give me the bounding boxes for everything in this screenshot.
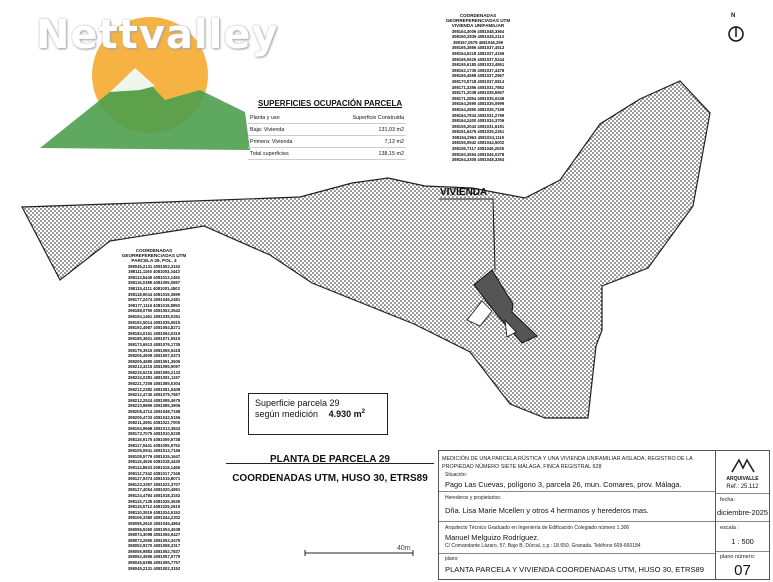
drawing-subtitle-row [226, 468, 434, 486]
coords-row: 398221,7206 4081085,0304 [127, 381, 181, 387]
coords-header-line: VIVIENDA UNIFAMILIAR [451, 23, 505, 29]
coords-row: 398151,6476 4081035,2261 [451, 129, 505, 135]
coords-row: 398164,7834 4081031,2799 [451, 112, 505, 118]
coords-row: 398215,5215 4081095,2133 [127, 369, 181, 375]
coords-row: 398157,0579 4081046,299 [452, 39, 504, 45]
row-value: 7,12 m2 [320, 136, 406, 148]
tb-escala-label: escala : [720, 525, 739, 531]
coords-row: 398115,4526 4081018,4430 [127, 459, 181, 465]
tb-logo: ARQUIVALLE [726, 476, 759, 482]
superficies-title: SUPERFICIES OCUPACIÓN PARCELA [258, 99, 403, 108]
coords-row: 398116,0389 4081005,0697 [127, 280, 181, 286]
tb-arquitecto-label: Arquitecto Técnico Graduado en Ingeniería de Edificación Colegiado número 1.306 [445, 525, 630, 531]
divider [716, 551, 769, 552]
coords-row: 398205,4909 4081057,0473 [127, 353, 181, 359]
tb-direccion: C/ Comandante Lázaro, 57, Bajo B, Dúrcal, c.p.: 18.650, Granada. Teléfono 609-660184 [445, 543, 641, 549]
coords-row: 398155,7117 4081046,2025 [451, 146, 505, 152]
coords-row: 398105,0941 4081013,7166 [127, 448, 181, 454]
vivienda-label: VIVIENDA [440, 187, 488, 198]
coords-row: 398160,2939 4081045,2113 [451, 34, 505, 40]
coords-row: 398124,4784 4081018,3152 [127, 492, 181, 498]
surface-box [248, 393, 388, 435]
coords-row: 398173,6513 4081076,1735 [127, 341, 181, 347]
coords-row: 398171,2038 4081035,5567 [451, 90, 505, 96]
coords-row: 398110,3519 4081024,5153 [127, 509, 181, 515]
tb-herederos: Dña. Lisa Marie Mcellen y otros 4 hermanos y herederos mas. [445, 506, 649, 515]
coords-header-line: GEORREFERENCIADAS UTM [121, 253, 187, 259]
coords-row: 398165,3856 4081037,4513 [451, 45, 505, 51]
coords-row: 398106,3380 4081044,2302 [127, 515, 181, 521]
coords-row: 398116,9175 4081009,5738 [127, 437, 181, 443]
coords-row: 398095,2610 4081045,4864 [127, 520, 181, 526]
tb-fecha: diciembre-2025 [717, 508, 768, 517]
coords-row: 398184,0161 4081064,0319 [127, 330, 181, 336]
tb-situacion-label: Situación: [445, 472, 467, 478]
title-block-side [716, 451, 769, 579]
coords-header-line: COORDENADAS [459, 13, 497, 18]
coords-row: 398160,3694 4081046,0378 [451, 151, 505, 157]
tb-plano-numero-label: plano número: [720, 554, 756, 560]
divider [439, 553, 715, 554]
tb-situacion: Pago Las Cuevas, polígono 3, parcela 26, mun. Comares, prov. Málaga. [445, 480, 682, 489]
coords-row: 398194,9668 4081013,3843 [127, 425, 181, 431]
coords-row: 398205,4733 4081042,5156 [127, 414, 181, 420]
tb-description: MEDICIÓN DE UNA PARCELA RÚSTICA Y UNA VIVIENDA UNIFAMILIAR AISLADA, REGISTRO DE LA PROPIEDAD NÚMERO SIETE MÁLAGA, FINCA REGISTRAL 628 [442, 456, 693, 470]
coords-row: 398224,0281 4081081,1197 [127, 375, 181, 381]
coords-row: 398155,2043 4081031,6191 [451, 123, 505, 129]
tb-herederos-label: Herederos y propietarios: [445, 495, 502, 501]
coords-row: 398164,6218 4081037,4156 [451, 50, 505, 56]
drawing-title-row [226, 449, 434, 464]
coords-row: 398045,2131 4081002,3152 [127, 565, 181, 571]
drawing-subtitle: COORDENADAS UTM, HUSO 30, ETRS89 [232, 473, 428, 484]
coords-row: 398052,4595 4081057,0779 [127, 554, 181, 560]
tb-escala: 1 : 500 [731, 537, 754, 546]
tb-plano-label: plano: [445, 556, 459, 562]
coords-row: 398165,6180 4081033,4951 [451, 62, 505, 68]
coords-row: 398074,3098 4081055,9427 [127, 532, 181, 538]
drawing-title: PLANTA DE PARCELA 29 [269, 454, 390, 465]
coords-row: 398165,4599 4081037,2967 [451, 73, 505, 79]
coords-row: 398111,1160 4081003,3443 [128, 269, 180, 275]
coords-row: 398164,2850 4081035,7159 [451, 106, 505, 112]
surface-value: 4.930 m [328, 409, 362, 419]
north-arrow-icon [729, 27, 743, 41]
coords-row: 398175,3515 4081065,5418 [127, 347, 181, 353]
coords-row: 398164,2400 4081034,3706 [451, 118, 505, 124]
coords-row: 398055,9883 4081052,7837 [127, 548, 181, 554]
title-block-main [439, 451, 716, 579]
coords-row: 398211,3591 4081022,7005 [127, 420, 181, 426]
surface-unit-sup: 2 [361, 409, 365, 415]
coords-row: 398192,4987 4081054,8271 [127, 325, 181, 331]
coords-row: 398164,3305 4081048,3364 [451, 157, 505, 163]
coords-row: 398173,7075 4081010,5239 [127, 431, 181, 437]
coords-row: 398205,4680 4081061,3605 [127, 358, 181, 364]
coords-row: 398213,3215 4081095,9097 [127, 364, 181, 370]
coords-row: 398108,5779 4081015,1647 [127, 453, 181, 459]
tb-plano: PLANTA PARCELA Y VIVIENDA COORDENADAS UTM, HUSO 30, ETRS89 [445, 565, 704, 574]
coords-row: 398185,3601 4081071,5515 [127, 336, 181, 342]
logo-text: Nettvalley [36, 12, 279, 58]
coords-header-line: GEORREFERENCIADAS UTM [445, 18, 511, 24]
coords-row: 398165,0626 4081037,5244 [451, 56, 505, 62]
table-row [248, 148, 406, 160]
table-row [248, 136, 406, 148]
coords-row: 398210,9895 4081085,3906 [127, 403, 181, 409]
col-header: Planta y uso [248, 112, 320, 124]
row-label: Baja: Vivienda [248, 124, 320, 136]
table-row [248, 124, 406, 136]
coords-row: 398118,9044 4081019,3699 [127, 291, 181, 297]
col-header: Superficie Construida [320, 112, 406, 124]
coords-table-vivienda [426, 13, 530, 163]
coords-row: 398073,2690 4081053,3475 [127, 537, 181, 543]
arquivalle-logo-icon [730, 456, 756, 476]
coords-row: 398208,4714 4081048,7198 [127, 409, 181, 415]
coords-row: 398045,6385 4081055,7757 [127, 560, 181, 566]
coords-header-line: COORDENADAS [135, 248, 173, 253]
coords-row: 398127,4054 4081020,4991 [127, 487, 181, 493]
coords-row: 398114,8633 4081018,1466 [127, 464, 181, 470]
tb-fecha-label: fecha: [720, 497, 735, 503]
coords-row: 398177,2474 4081046,2481 [127, 297, 181, 303]
coords-row: 398115,5712 4081029,2619 [127, 504, 181, 510]
coords-row: 398096,5260 4081053,4538 [127, 526, 181, 532]
coords-row: 398212,4740 4081079,7657 [127, 392, 181, 398]
tb-ref: Ref.: 25.112 [726, 484, 759, 490]
coords-row: 398194,1461 4081035,0251 [127, 313, 181, 319]
divider [716, 493, 769, 494]
coords-row: 398155,0942 4081044,5002 [451, 140, 505, 146]
coords-row: 398170,5718 4081037,0814 [451, 78, 505, 84]
coords-row: 398115,7135 4081029,3636 [127, 498, 181, 504]
coords-table-parcela [109, 248, 199, 571]
row-value: 138,15 m2 [320, 148, 406, 160]
scale-label: 40m [397, 545, 411, 552]
coords-header-line: PARCELA 29, POL. 3 [131, 258, 177, 264]
table-row [248, 112, 406, 124]
surface-line2: según medición [255, 409, 319, 419]
coords-row: 398212,2382 4081081,5408 [127, 386, 181, 392]
coords-row: 398052,9270 4081058,3317 [127, 543, 181, 549]
coords-row: 398212,2524 4081085,4675 [127, 397, 181, 403]
coords-row: 398115,4111 4081001,4503 [128, 285, 180, 291]
coords-row: 398113,5449 4081013,1492 [127, 274, 181, 280]
coords-row: 398154,2963 4081034,1119 [452, 134, 504, 140]
coords-row: 398188,0750 4081053,3542 [127, 308, 181, 314]
coords-row: 398171,3356 4081031,7862 [451, 84, 505, 90]
coords-row: 398112,7342 4081017,7346 [127, 470, 181, 476]
row-value: 131,03 m2 [320, 124, 406, 136]
tb-arquitecto: Manuel Melguizo Rodríguez. [445, 533, 540, 542]
coords-row: 398177,1116 4081019,8950 [128, 302, 180, 308]
coords-row: 398192,5014 4081035,0615 [127, 319, 181, 325]
coords-row: 398164,2690 4081035,0999 [451, 101, 505, 107]
coords-row: 398123,3357 4081022,3707 [127, 481, 181, 487]
superficies-panel [248, 99, 408, 160]
row-label: Primera: Vivienda [248, 136, 320, 148]
superficies-table [248, 112, 406, 160]
title-block [438, 450, 770, 580]
coords-row: 398162,1735 4081037,4478 [451, 67, 505, 73]
divider [439, 521, 715, 522]
surface-line1: Superficie parcela 29 [255, 398, 340, 408]
divider [439, 491, 715, 492]
tb-plano-numero: 07 [734, 562, 751, 579]
coords-row: 398127,9374 4081015,8071 [127, 476, 181, 482]
coords-row: 398045,2131 4081002,3152 [127, 263, 181, 269]
divider [716, 521, 769, 522]
coords-row: 398171,2854 4081035,0248 [451, 95, 505, 101]
north-label: N [731, 13, 736, 19]
coords-row: 398117,9441 4081005,9752 [127, 442, 181, 448]
coords-row: 398164,3006 4081048,3364 [451, 28, 505, 34]
row-label: Total superficies [248, 148, 320, 160]
